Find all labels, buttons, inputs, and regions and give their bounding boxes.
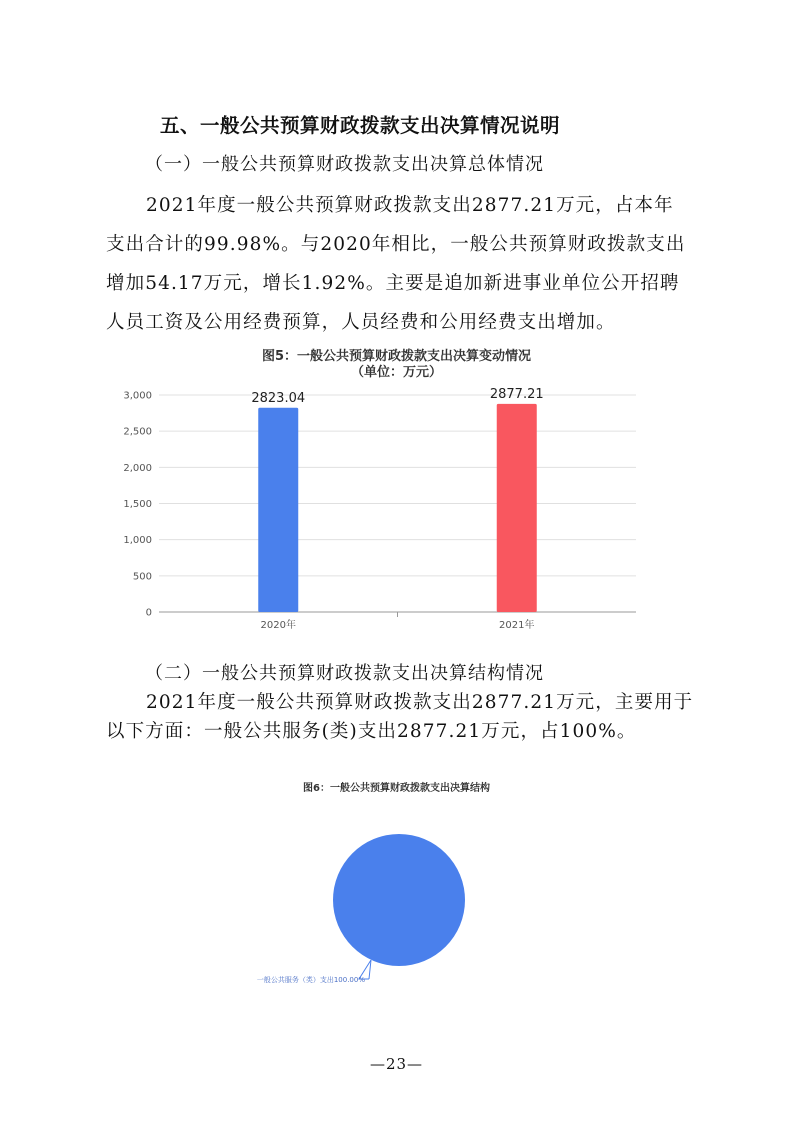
y-tick-label: 2,000 xyxy=(123,462,152,474)
paragraph-line: 增加54.17万元，增长1.92%。主要是追加新进事业单位公开招聘 xyxy=(106,273,680,294)
bar xyxy=(258,408,298,612)
figure5-subtitle: （单位：万元） xyxy=(350,365,442,380)
paragraph-line: 人员工资及公用经费预算，人员经费和公用经费支出增加。 xyxy=(106,312,616,333)
subsection-title-overall: （一）一般公共预算财政拨款支出决算总体情况 xyxy=(145,154,544,175)
figure5-title: 图5：一般公共预算财政拨款支出决算变动情况 xyxy=(261,349,532,364)
figure6-title: 图6：一般公共预算财政拨款支出决算结构 xyxy=(303,783,490,794)
y-tick-label: 0 xyxy=(145,607,152,619)
pie-chart xyxy=(0,820,793,1020)
bar-value-label: 2877.21 xyxy=(489,386,544,402)
x-tick-label: 2021年 xyxy=(499,620,535,631)
page-number: —23— xyxy=(369,1055,424,1073)
paragraph-line: 以下方面：一般公共服务(类)支出2877.21万元，占100%。 xyxy=(106,721,637,742)
paragraph-line: 支出合计的99.98%。与2020年相比，一般公共预算财政拨款支出 xyxy=(106,234,686,255)
y-tick-label: 500 xyxy=(132,571,152,583)
x-tick-label: 2020年 xyxy=(260,620,296,631)
y-tick-label: 2,500 xyxy=(123,426,152,438)
pie-slice-label: 一般公共服务（类）支出100.00% xyxy=(256,976,365,984)
y-tick-label: 1,500 xyxy=(123,499,152,510)
bar-chart xyxy=(0,375,793,635)
bar-value-label: 2823.04 xyxy=(251,390,306,406)
paragraph-line: 2021年度一般公共预算财政拨款支出2877.21万元，占本年 xyxy=(146,195,674,216)
section-heading: 五、一般公共预算财政拨款支出决算情况说明 xyxy=(160,114,561,137)
paragraph-line: 2021年度一般公共预算财政拨款支出2877.21万元，主要用于 xyxy=(146,692,694,713)
subsection-title-structure: （二）一般公共预算财政拨款支出决算结构情况 xyxy=(145,663,544,684)
pie-slice xyxy=(333,834,465,966)
y-tick-label: 1,000 xyxy=(123,535,152,547)
y-tick-label: 3,000 xyxy=(123,390,152,402)
bar xyxy=(497,404,537,612)
